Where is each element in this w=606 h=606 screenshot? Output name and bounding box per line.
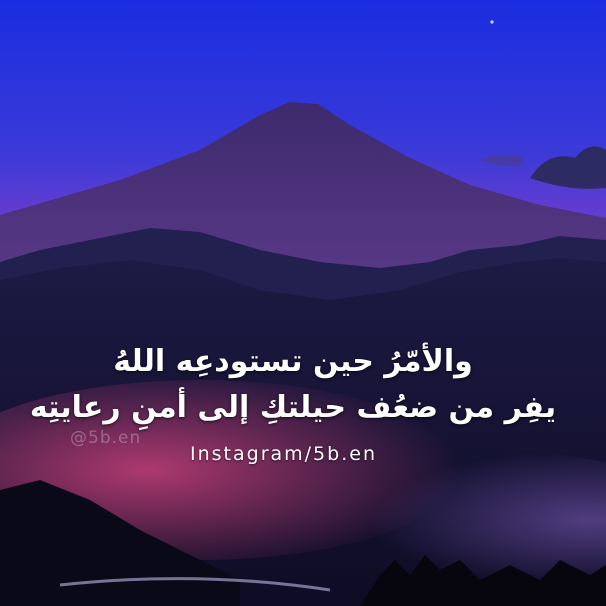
watermark-text: @5b.en: [70, 428, 142, 448]
star: [490, 20, 493, 23]
quote-line-1: والأمّرُ حين تستودعِه اللهُ: [113, 344, 473, 379]
instagram-credit: Instagram/5b.en: [190, 443, 377, 465]
quote-line-2: يفِر من ضعُف حيلتكِ إلى أمنِ رعايتِه: [29, 390, 557, 425]
